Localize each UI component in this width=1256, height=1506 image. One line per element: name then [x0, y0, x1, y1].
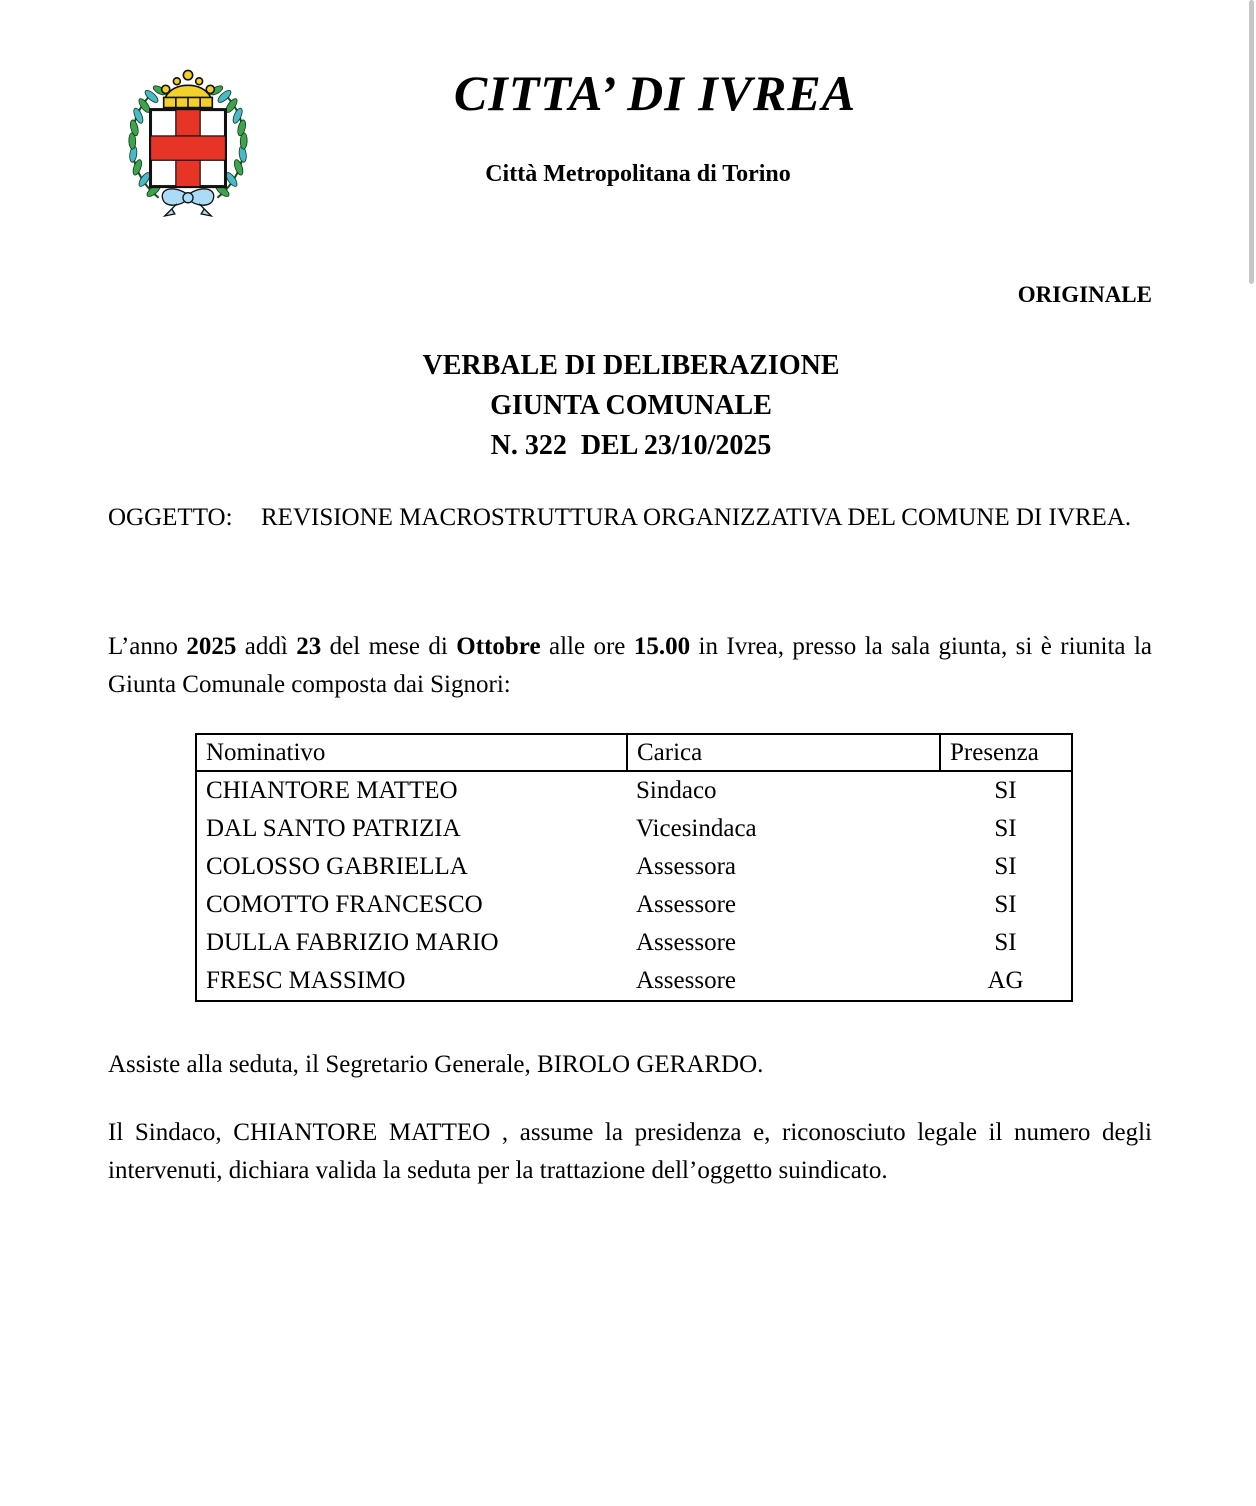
- copy-type-label: ORIGINALE: [1017, 282, 1152, 307]
- table-row: [196, 848, 1072, 886]
- member-role-cell: Assessore: [636, 967, 736, 994]
- table-row: [196, 924, 1072, 962]
- page-subtitle: Città Metropolitana di Torino: [485, 161, 791, 187]
- column-header-carica: Carica: [627, 734, 940, 771]
- table-row: [196, 962, 1072, 1001]
- member-presence-cell: AG: [987, 967, 1024, 994]
- scrollbar-thumb[interactable]: [1249, 0, 1254, 284]
- heading-line-3: N. 322 DEL 23/10/2025: [490, 430, 772, 461]
- page-title: CITTA’ DI IVREA: [453, 65, 857, 121]
- column-header-presenza: Presenza: [940, 734, 1072, 771]
- intro-text-segment: in Ivrea, presso la sala giunta, si è riunita la Giunta Comunale composta dai Signori:: [108, 633, 1152, 698]
- intro-text-segment: L’anno: [108, 633, 187, 660]
- table-row: [196, 771, 1072, 810]
- subject-row: [108, 499, 1152, 537]
- table-row: [196, 886, 1072, 924]
- intro-bold-segment: 2025: [186, 633, 237, 660]
- member-name-cell: COMOTTO FRANCESCO: [206, 891, 483, 918]
- member-role-cell: Assessore: [636, 929, 736, 956]
- member-name-cell: CHIANTORE MATTEO: [206, 777, 458, 804]
- member-presence-cell: SI: [994, 853, 1017, 880]
- heading-line-2: GIUNTA COMUNALE: [490, 390, 772, 421]
- secretary-line: Assiste alla seduta, il Segretario Generale, BIROLO GERARDO.: [108, 1051, 764, 1078]
- table-row: [196, 810, 1072, 848]
- subject-label: OGGETTO:: [108, 504, 233, 531]
- session-intro-paragraph: [108, 628, 1152, 704]
- table-header-row: [196, 734, 1072, 771]
- member-role-cell: Assessore: [636, 891, 736, 918]
- intro-bold-segment: 15.00: [633, 633, 691, 660]
- ribbon: [162, 189, 213, 216]
- intro-bold-segment: 23: [296, 633, 322, 660]
- member-name-cell: COLOSSO GABRIELLA: [206, 853, 468, 880]
- member-name-cell: DULLA FABRIZIO MARIO: [206, 929, 499, 956]
- member-role-cell: Assessora: [636, 853, 736, 880]
- attendance-table: [195, 733, 1073, 1002]
- member-name-cell: DAL SANTO PATRIZIA: [206, 815, 461, 842]
- president-paragraph: Il Sindaco, CHIANTORE MATTEO , assume la presidenza e, riconosciuto legale il numero degli intervenuti, dichiara valida la seduta per la trattazione dell’oggetto suindicato.: [108, 1119, 1152, 1184]
- intro-text-segment: addì: [236, 633, 297, 660]
- member-presence-cell: SI: [994, 815, 1017, 842]
- member-role-cell: Vicesindaca: [636, 815, 757, 842]
- member-presence-cell: SI: [994, 777, 1017, 804]
- subject-text: REVISIONE MACROSTRUTTURA ORGANIZZATIVA DEL COMUNE DI IVREA.: [261, 504, 1132, 531]
- member-presence-cell: SI: [994, 891, 1017, 918]
- intro-bold-segment: Ottobre: [456, 633, 541, 660]
- column-header-nominativo: Nominativo: [196, 734, 627, 771]
- heading-line-1: VERBALE DI DELIBERAZIONE: [422, 350, 840, 381]
- member-role-cell: Sindaco: [636, 777, 717, 804]
- member-name-cell: FRESC MASSIMO: [206, 967, 406, 994]
- intro-text-segment: del mese di: [321, 633, 457, 660]
- intro-text-segment: alle ore: [540, 633, 634, 660]
- deliberation-heading: [0, 346, 1256, 466]
- member-presence-cell: SI: [994, 929, 1017, 956]
